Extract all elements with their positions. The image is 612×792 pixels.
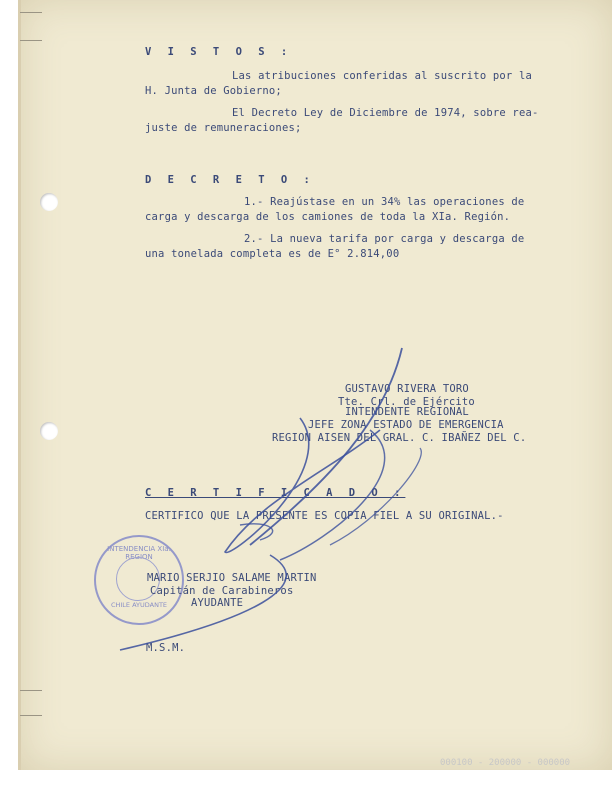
- margin-tick: [20, 690, 42, 691]
- vistos-para2-line2: juste de remuneraciones;: [145, 122, 302, 134]
- margin-tick: [20, 12, 42, 13]
- seal-bottom-text: CHILE AYUDANTE: [110, 601, 168, 609]
- certifier-role: AYUDANTE: [191, 597, 244, 609]
- certificado-text: CERTIFICO QUE LA PRESENTE ES COPIA FIEL A SU ORIGINAL.-: [145, 510, 504, 522]
- seal-top-text: INTENDENCIA XIa. REGION: [107, 545, 171, 561]
- decreto-item1-line1: 1.- Reajústase en un 34% las operaciones de: [244, 196, 525, 208]
- decreto-heading: D E C R E T O :: [145, 174, 315, 186]
- punch-hole: [40, 193, 58, 211]
- margin-tick: [20, 715, 42, 716]
- punch-hole: [40, 422, 58, 440]
- vistos-para2-line1: El Decreto Ley de Diciembre de 1974, sobre rea-: [232, 107, 539, 119]
- footer-number: 000100 - 200000 - 000000: [440, 758, 571, 768]
- signatory-rank: Tte. Crl. de Ejército: [338, 396, 475, 408]
- signatory-name: GUSTAVO RIVERA TORO: [345, 383, 469, 395]
- vistos-heading: V I S T O S :: [145, 46, 293, 58]
- certifier-name: MARIO SERJIO SALAME MARTIN: [147, 572, 317, 584]
- initials: M.S.M.: [146, 642, 186, 654]
- decreto-item1-line2: carga y descarga de los camiones de toda la XIa. Región.: [145, 211, 511, 223]
- page-edge: [18, 0, 21, 770]
- decreto-item2-line2: una tonelada completa es de E° 2.814,00: [145, 248, 400, 260]
- signatory-title2: JEFE ZONA ESTADO DE EMERGENCIA: [308, 419, 504, 431]
- signatory-title3: REGION AISEN DEL GRAL. C. IBAÑEZ DEL C.: [272, 432, 527, 444]
- margin-tick: [20, 40, 42, 41]
- vistos-para1-line1: Las atribuciones conferidas al suscrito por la: [232, 70, 532, 82]
- certifier-rank: Capitán de Carabineros: [150, 585, 294, 597]
- certificado-heading: C E R T I F I C A D O :: [145, 487, 406, 499]
- decreto-item2-line1: 2.- La nueva tarifa por carga y descarga de: [244, 233, 525, 245]
- signatory-title1: INTENDENTE REGIONAL: [345, 406, 469, 418]
- vistos-para1-line2: H. Junta de Gobierno;: [145, 85, 282, 97]
